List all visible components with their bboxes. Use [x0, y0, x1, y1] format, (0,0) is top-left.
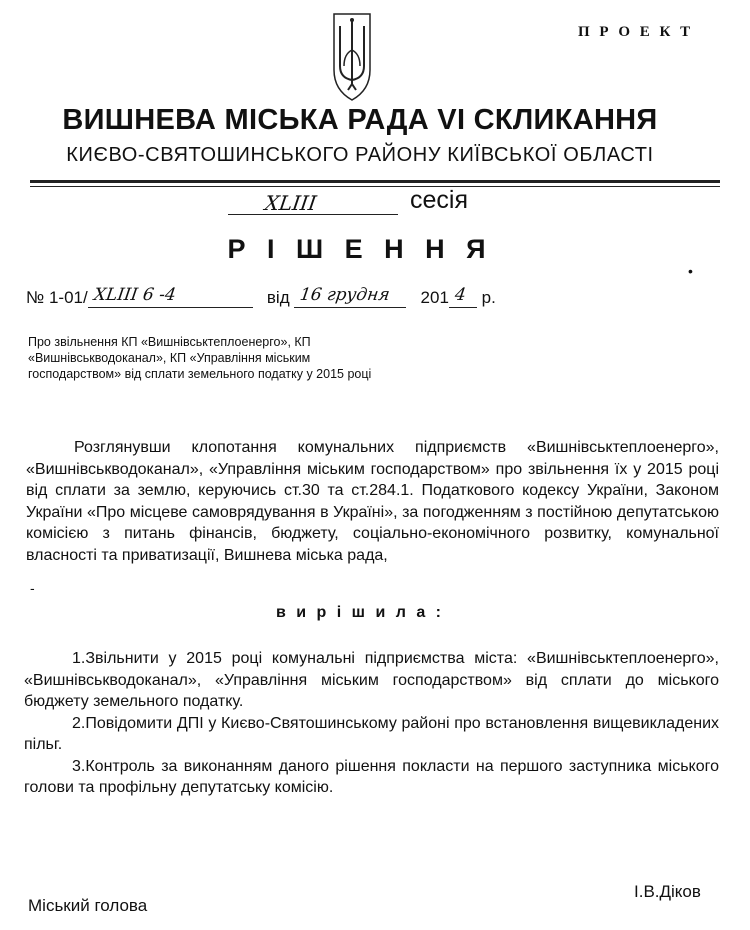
decision-number-field — [88, 285, 253, 308]
header-rule-thin — [30, 186, 720, 187]
scan-mark: • — [688, 263, 693, 279]
decision-number-handwritten: XLIII 6 -4 — [92, 285, 177, 305]
coat-of-arms-icon — [330, 10, 374, 102]
decision-items — [24, 648, 719, 799]
project-label: П Р О Е К Т — [578, 24, 694, 40]
decision-item-3: 3.Контроль за виконанням даного рішення покласти на першого заступника міського голови та профільну депутатську комісію. — [24, 757, 719, 796]
decision-item-2: 2.Повідомити ДПІ у Києво-Святошинському районі про встановлення вищевикладених пільг. — [24, 714, 719, 753]
decision-date-handwritten: 16 грудня — [298, 285, 392, 305]
header-rule-thick — [30, 180, 720, 183]
decision-year-handwritten: 4 — [453, 285, 468, 305]
signature-position: Міський голова — [28, 896, 148, 915]
decision-title: Р І Ш Е Н Н Я — [227, 234, 493, 264]
resolved-label: в и р і ш и л а : — [275, 604, 444, 621]
number-prefix: № 1-01/ — [26, 288, 88, 307]
decision-date-field — [294, 285, 406, 308]
preamble-dash: - — [30, 580, 35, 596]
decision-meta-line — [26, 285, 496, 308]
decision-subject: Про звільнення КП «Вишнівськтеплоенерго», КП «Вишнівськводоканал», КП «Управління міським господарством» від сплати земельного податку у 2015 році — [28, 335, 372, 381]
preamble-text: Розглянувши клопотання комунальних підприємств «Вишнівськтеплоенерго», «Вишнівськводоканал», «Управління міським господарством» про звільнення їх у 2015 році від сплати за землю, керуючись ст.30 та ст.284.1. Податкового кодексу України, Законом України «Про місцеве самоврядування в Україні», за погодженням з постійною депутатською комісією з питань фінансів, бюджету, соціально-економічного розвитку, комунальної власності та приватизації, Вишнева міська рада, — [26, 439, 719, 564]
session-label: сесія — [410, 186, 468, 214]
preamble-block — [26, 437, 719, 566]
date-prefix: від — [266, 288, 290, 307]
district-title: КИЄВО-СВЯТОШИНСЬКОГО РАЙОНУ КИЇВСЬКОЇ ОБЛАСТІ — [66, 144, 654, 166]
council-title: ВИШНЕВА МІСЬКА РАДА VI СКЛИКАННЯ — [62, 104, 658, 136]
year-suffix: р. — [481, 288, 496, 307]
decision-item-1: 1.Звільнити у 2015 році комунальні підприємства міста: «Вишнівськтеплоенерго», «Вишнівськводоканал», «Управління міським господарством» від сплати до міського бюджету земельного податку. — [24, 650, 719, 710]
session-number-handwritten: XLIII — [263, 191, 318, 215]
signature-name: І.В.Діков — [634, 882, 701, 901]
year-prefix: 201 — [420, 288, 449, 307]
decision-year-field — [449, 285, 477, 308]
